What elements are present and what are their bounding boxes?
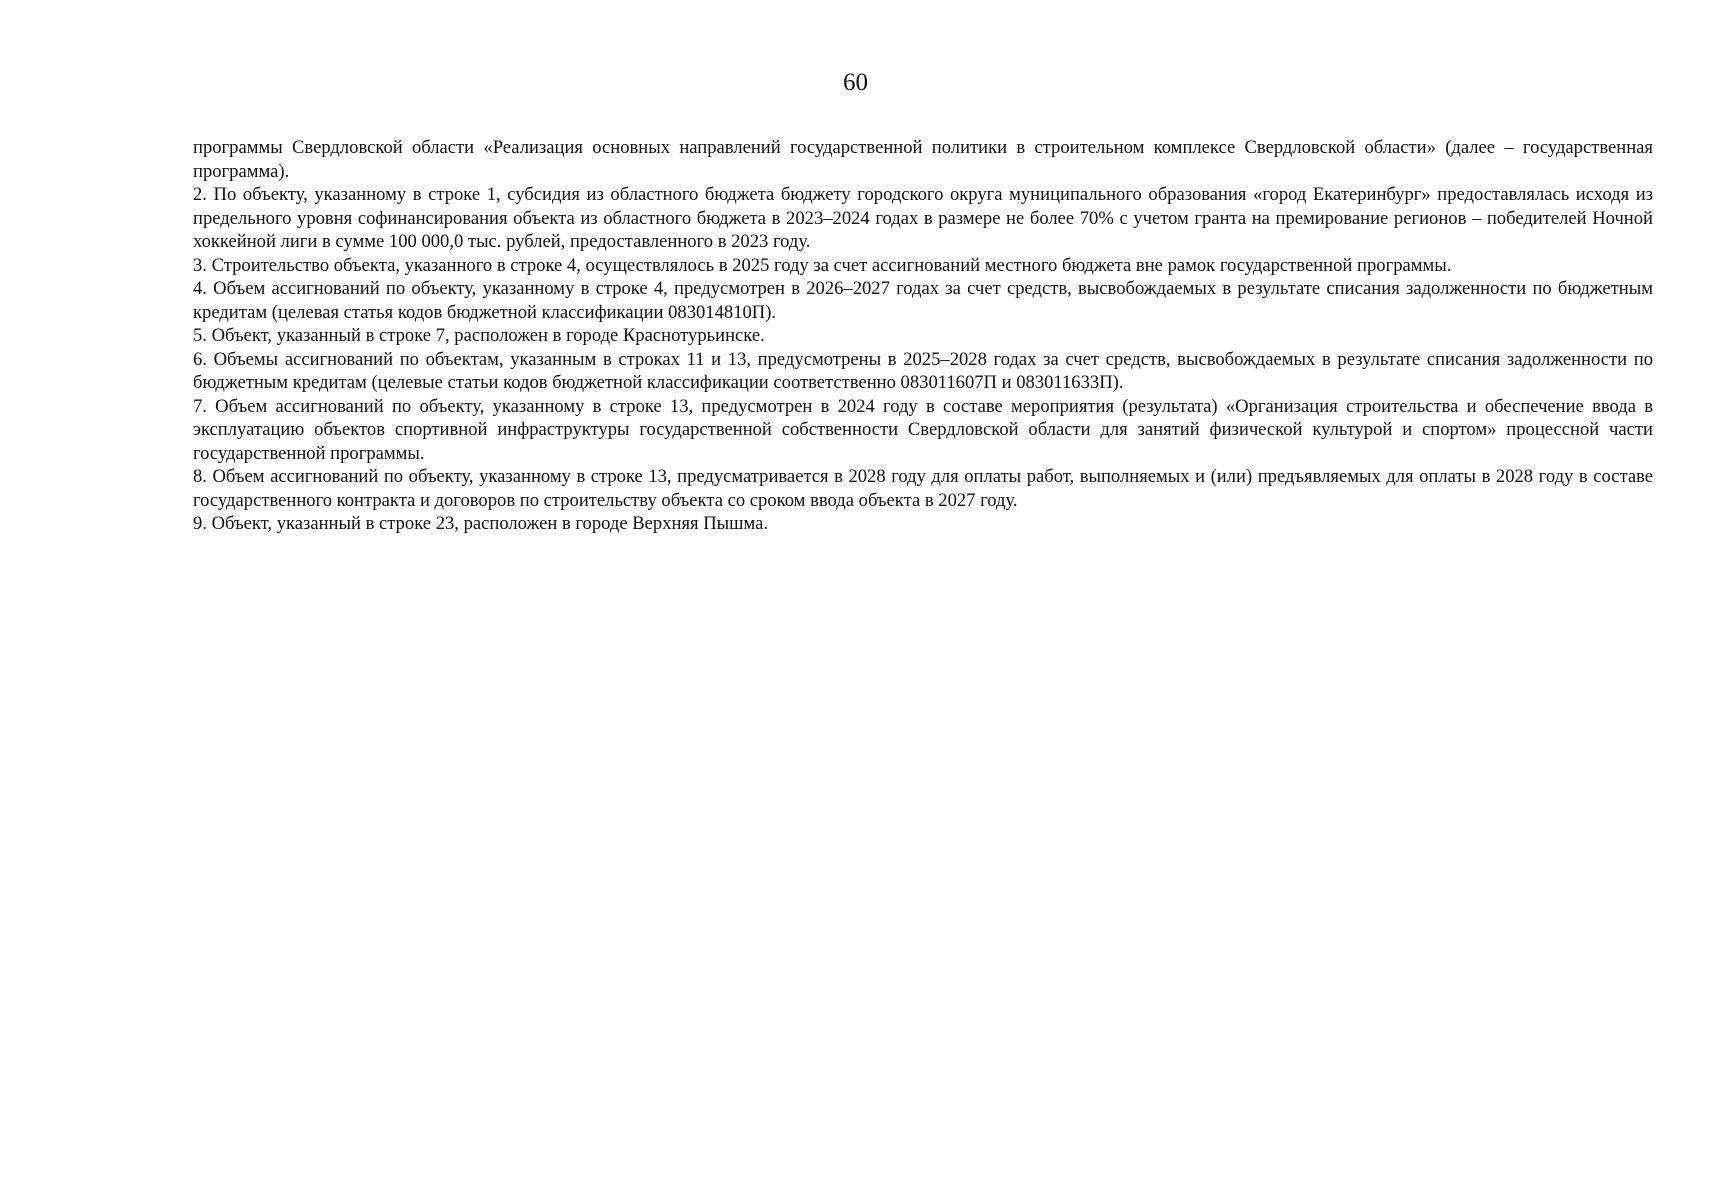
footnote-2: 2. По объекту, указанному в строке 1, субсидия из областного бюджета бюджету городского округа муниципального образования «город Екатеринбург» предоставлялась исходя из предельного уровня софинансирования объекта из областного бюджета в 2023–2024 годах в размере не более 70% с учетом гранта на премирование регионов – победителей Ночной хоккейной лиги в сумме 100 000,0 тыс. рублей, предоставленного в 2023 году. <box>193 184 1653 252</box>
footnote-3: 3. Строительство объекта, указанного в строке 4, осуществлялось в 2025 году за счет ассигнований местного бюджета вне рамок государственной программы. <box>193 254 1452 276</box>
footnote-4: 4. Объем ассигнований по объекту, указанному в строке 4, предусмотрен в 2026–2027 годах за счет средств, высвобождаемых в результате списания задолженности по бюджетным кредитам (целевая статья кодов бюджетной классификации 083014810П). <box>193 278 1653 323</box>
footnote-9: 9. Объект, указанный в строке 23, расположен в городе Верхняя Пышма. <box>193 513 768 534</box>
footnote-6: 6. Объемы ассигнований по объектам, указанным в строках 11 и 13, предусмотрены в 2025–2028 годах за счет средств, высвобождаемых в результате списания задолженности по бюджетным кредитам (целевые статьи кодов бюджетной классификации соответственно 083011607П и 083011633П). <box>193 348 1653 393</box>
footnote-continuation: программы Свердловской области «Реализация основных направлений государственной политики в строительном комплексе Свердловской области» (далее – государственная программа). <box>193 137 1653 182</box>
footnote-8: 8. Объем ассигнований по объекту, указанному в строке 13, предусматривается в 2028 году для оплаты работ, выполняемых и (или) предъявляемых для оплаты в 2028 году в составе государственного контракта и договоров по строительству объекта со сроком ввода объекта в 2027 году. <box>193 466 1653 511</box>
footnote-7: 7. Объем ассигнований по объекту, указанному в строке 13, предусмотрен в 2024 году в составе мероприятия (результата) «Организация строительства и обеспечение ввода в эксплуатацию объектов спортивной инфраструктуры государственной собственности Свердловской области для занятий физической культурой и спортом» процессной части государственной программы. <box>193 395 1653 464</box>
page-number: 60 <box>843 69 868 96</box>
footnote-5: 5. Объект, указанный в строке 7, расположен в городе Краснотурьинске. <box>193 325 765 346</box>
footnotes-section <box>193 136 1653 536</box>
